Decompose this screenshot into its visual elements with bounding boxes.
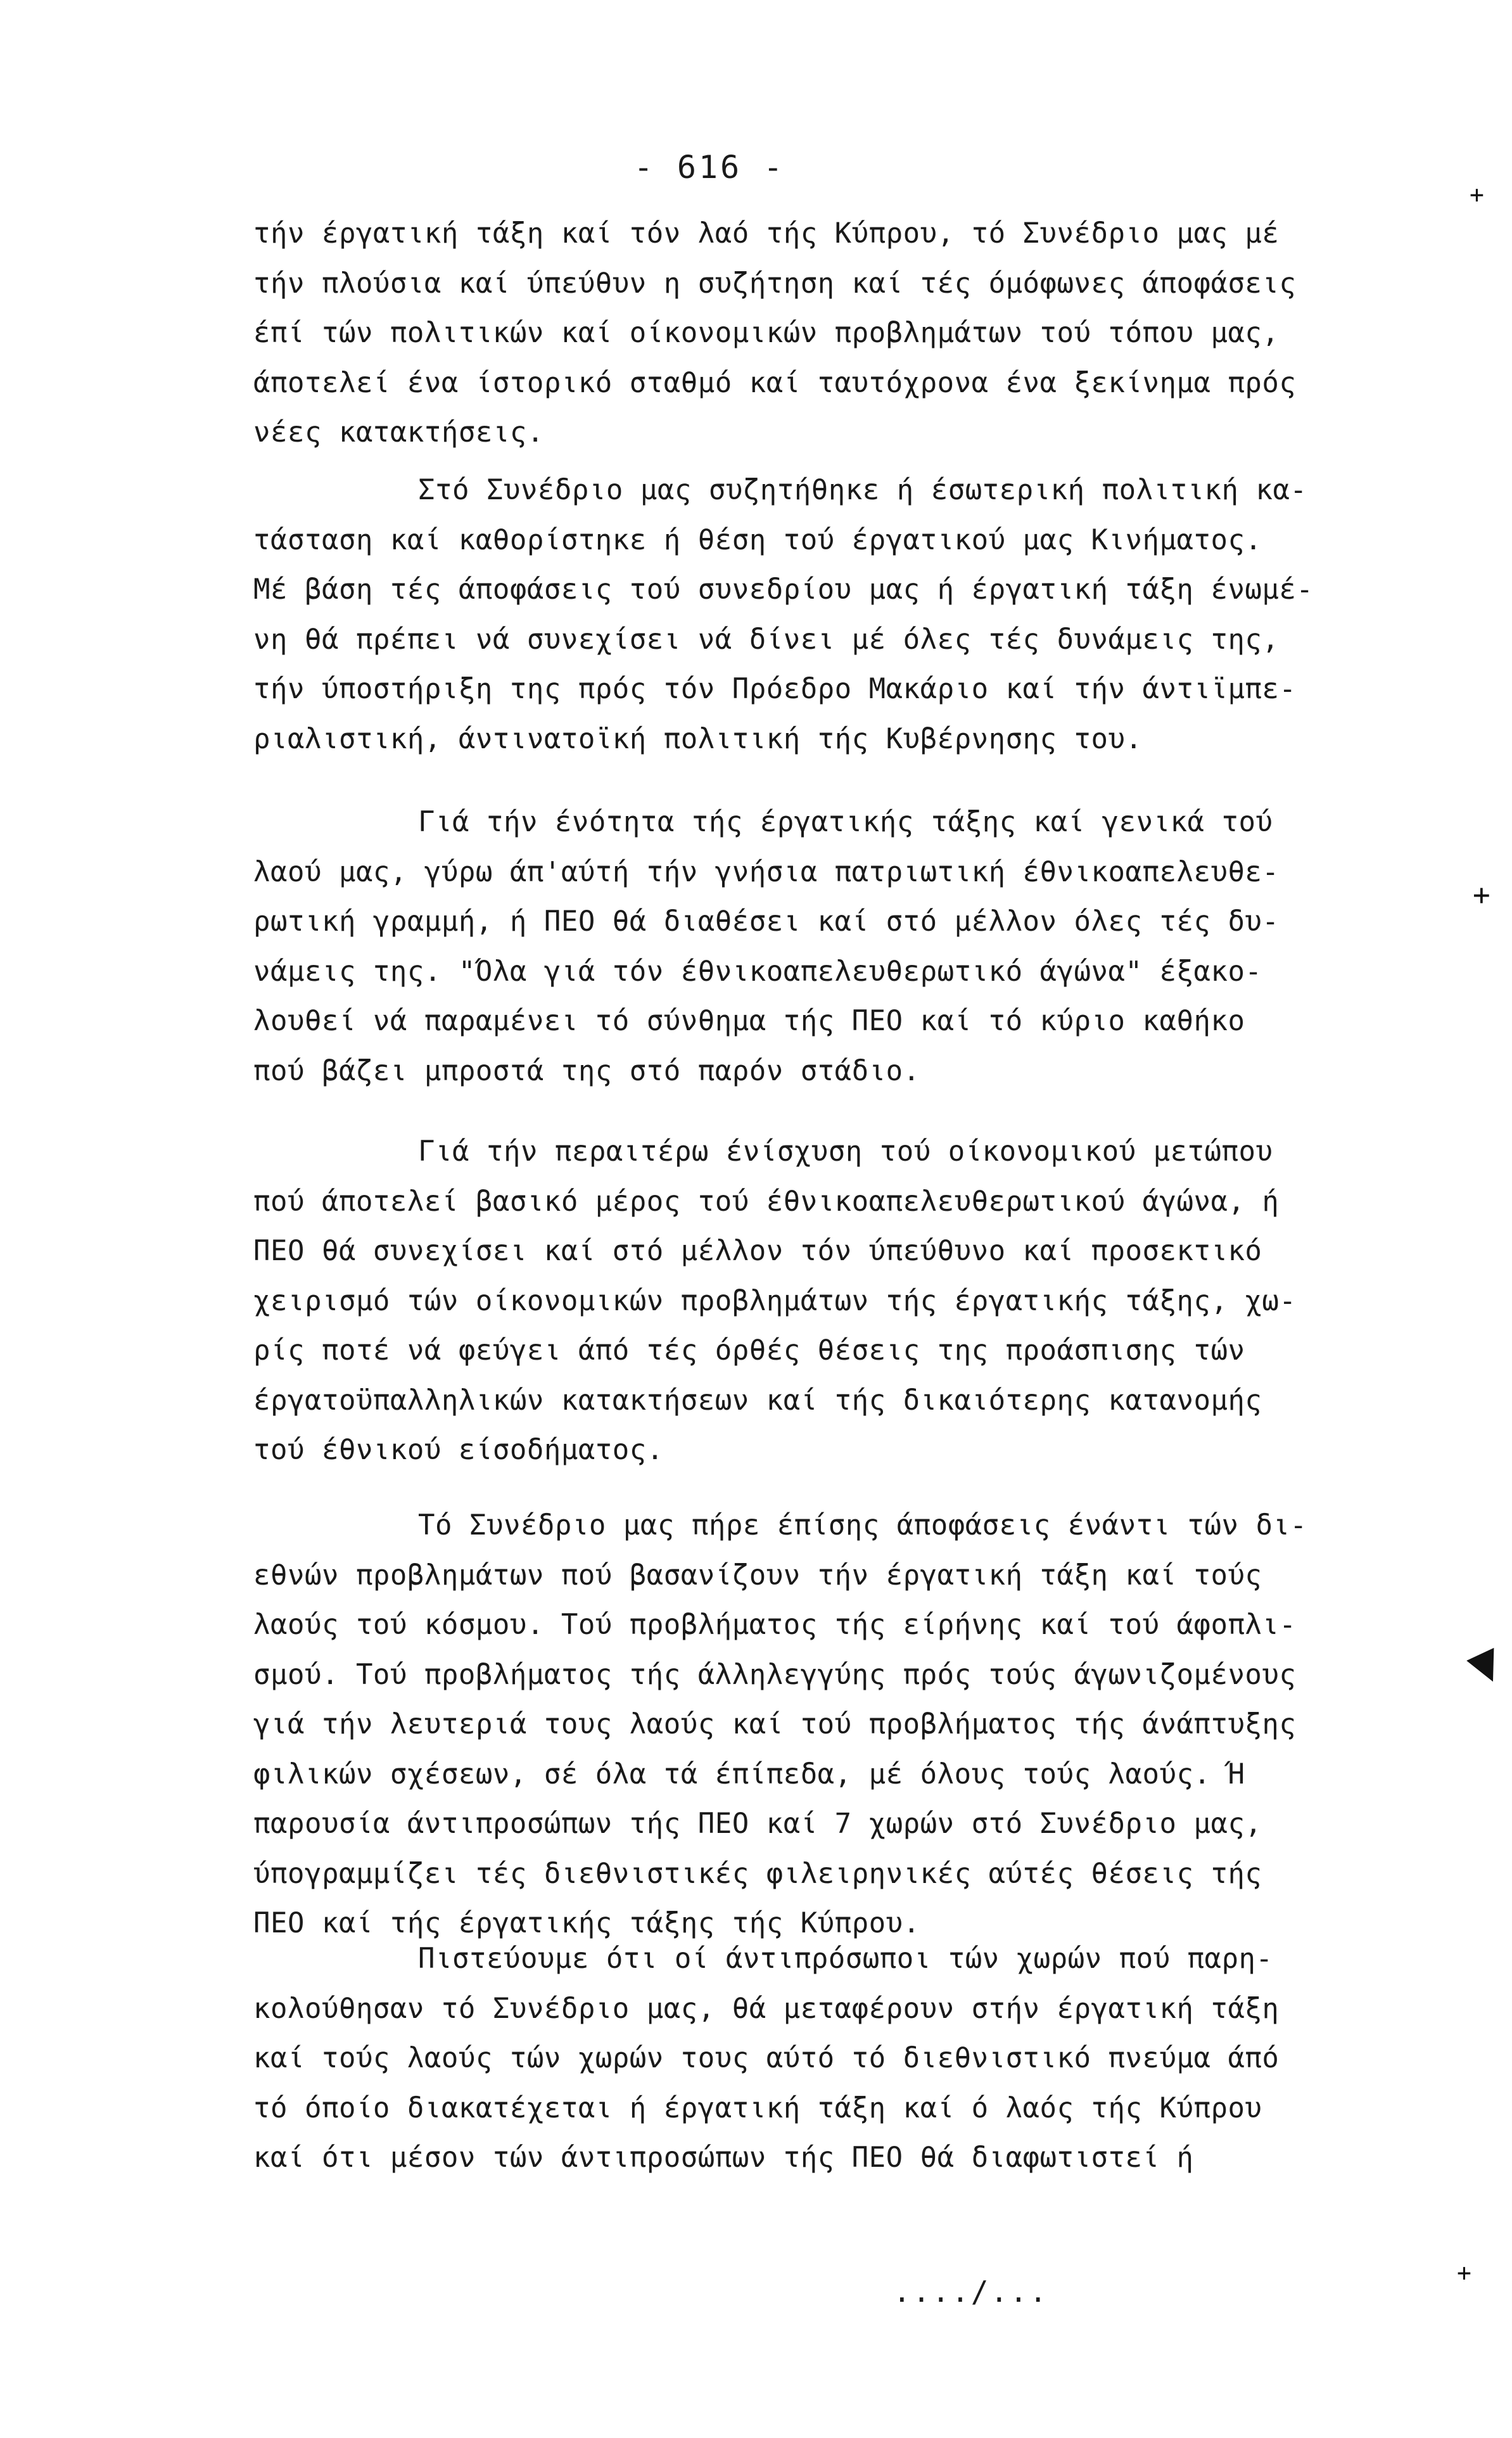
text-line: ΠΕΟ καί τής έργατικής τάξης τής Κύπρου.	[253, 1907, 920, 1939]
text-line: λαούς τού κόσμου. Τού προβλήματος τής είρήνης καί τού άφοπλι-	[253, 1609, 1297, 1641]
text-line: τήν πλούσια καί ύπεύθυν η συζήτηση καί τές όμόφωνες άποφάσεις	[253, 267, 1297, 300]
margin-mark: +	[1457, 2259, 1471, 2287]
text-line: λαού μας, γύρω άπ'αύτή τήν γνήσια πατριωτική έθνικοαπελευθε-	[253, 855, 1280, 888]
text-line: έργατοϋπαλληλικών κατακτήσεων καί τής δικαιότερης κατανομής	[253, 1384, 1262, 1417]
text-line: τό όποίο διακατέχεται ή έργατική τάξη καί ό λαός τής Κύπρου	[253, 2091, 1262, 2124]
text-line: Μέ βάση τές άποφάσεις τού συνεδρίου μας ή έργατική τάξη ένωμέ-	[253, 573, 1314, 606]
text-line: κολούθησαν τό Συνέδριο μας, θά μεταφέρουν στήν έργατική τάξη	[253, 1992, 1280, 2025]
text-line: καί τούς λαούς τών χωρών τους αύτό τό διεθνιστικό πνεύμα άπό	[253, 2042, 1280, 2074]
text-line: γιά τήν λευτεριά τους λαούς καί τού προβλήματος τής άνάπτυξης	[253, 1708, 1297, 1740]
page-number: - 616 -	[633, 149, 785, 186]
text-line: ΠΕΟ θά συνεχίσει καί στό μέλλον τόν ύπεύθυνο καί προσεκτικό	[253, 1235, 1262, 1267]
text-line: ρίς ποτέ νά φεύγει άπό τές όρθές θέσεις της προάσπισης τών	[253, 1334, 1245, 1367]
text-line: Γιά τήν ένότητα τής έργατικής τάξης καί γενικά τού	[418, 806, 1273, 838]
paragraph-2	[253, 466, 1314, 764]
text-line: ριαλιστική, άντινατοϊκή πολιτική τής Κυβέρνησης του.	[253, 722, 1143, 755]
text-line: τού έθνικού είσοδήματος.	[253, 1434, 664, 1466]
text-line: Γιά τήν περαιτέρω ένίσχυση τού οίκονομικού μετώπου	[418, 1135, 1273, 1168]
text-line: έπί τών πολιτικών καί οίκονομικών προβλημάτων τού τόπου μας,	[253, 317, 1280, 349]
text-line: παρουσία άντιπροσώπων τής ΠΕΟ καί 7 χωρών στό Συνέδριο μας,	[253, 1808, 1262, 1840]
text-line: ρωτική γραμμή, ή ΠΕΟ θά διαθέσει καί στό μέλλον όλες τές δυ-	[253, 905, 1280, 938]
text-line: νάμεις της. "Όλα γιά τόν έθνικοαπελευθερωτικό άγώνα" έξακο-	[253, 955, 1262, 988]
paragraph-6	[253, 1934, 1292, 2183]
text-line: ύπογραμμίζει τές διεθνιστικές φιλειρηνικές αύτές θέσεις τής	[253, 1857, 1262, 1890]
text-line: νη θά πρέπει νά συνεχίσει νά δίνει μέ όλες τές δυνάμεις της,	[253, 623, 1280, 656]
text-line: Πιστεύουμε ότι οί άντιπρόσωποι τών χωρών πού παρη-	[418, 1943, 1273, 1975]
text-line: χειρισμό τών οίκονομικών προβλημάτων τής έργατικής τάξης, χω-	[253, 1284, 1297, 1317]
paragraph-5	[253, 1501, 1307, 1949]
text-line: τάσταση καί καθορίστηκε ή θέση τού έργατικού μας Κινήματος.	[253, 523, 1262, 556]
text-line: φιλικών σχέσεων, σέ όλα τά έπίπεδα, μέ όλους τούς λαούς. Ή	[253, 1758, 1245, 1790]
text-line: λουθεί νά παραμένει τό σύνθημα τής ΠΕΟ καί τό κύριο καθήκο	[253, 1005, 1245, 1037]
margin-mark: +	[1470, 181, 1484, 208]
continuation-mark: ..../...	[893, 2275, 1049, 2309]
text-line: τήν ύποστήριξη της πρός τόν Πρόεδρο Μακάριο καί τήν άντιϊμπε-	[253, 673, 1297, 705]
text-line: Στό Συνέδριο μας συζητήθηκε ή έσωτερική πολιτική κα-	[418, 474, 1307, 506]
text-line: πού άποτελεί βασικό μέρος τού έθνικοαπελευθερωτικού άγώνα, ή	[253, 1185, 1280, 1218]
margin-mark: ▼	[1458, 1631, 1511, 1697]
margin-mark: +	[1473, 878, 1490, 912]
text-line: καί ότι μέσον τών άντιπροσώπων τής ΠΕΟ θά διαφωτιστεί ή	[253, 2141, 1194, 2174]
text-line: εθνών προβλημάτων πού βασανίζουν τήν έργατική τάξη καί τούς	[253, 1559, 1262, 1592]
text-line: Τό Συνέδριο μας πήρε έπίσης άποφάσεις ένάντι τών δι-	[418, 1509, 1307, 1541]
text-line: νέες κατακτήσεις.	[253, 416, 544, 449]
text-line: πού βάζει μπροστά της στό παρόν στάδιο.	[253, 1054, 920, 1087]
paragraph-3	[253, 798, 1292, 1096]
text-line: σμού. Τού προβλήματος τής άλληλεγγύης πρός τούς άγωνιζομένους	[253, 1658, 1297, 1691]
paragraph-4	[253, 1127, 1297, 1476]
paragraph-1	[253, 209, 1297, 458]
text-line: άποτελεί ένα ίστορικό σταθμό καί ταυτόχρονα ένα ξεκίνημα πρός	[253, 366, 1297, 399]
text-line: τήν έργατική τάξη καί τόν λαό τής Κύπρου, τό Συνέδριο μας μέ	[253, 217, 1280, 250]
